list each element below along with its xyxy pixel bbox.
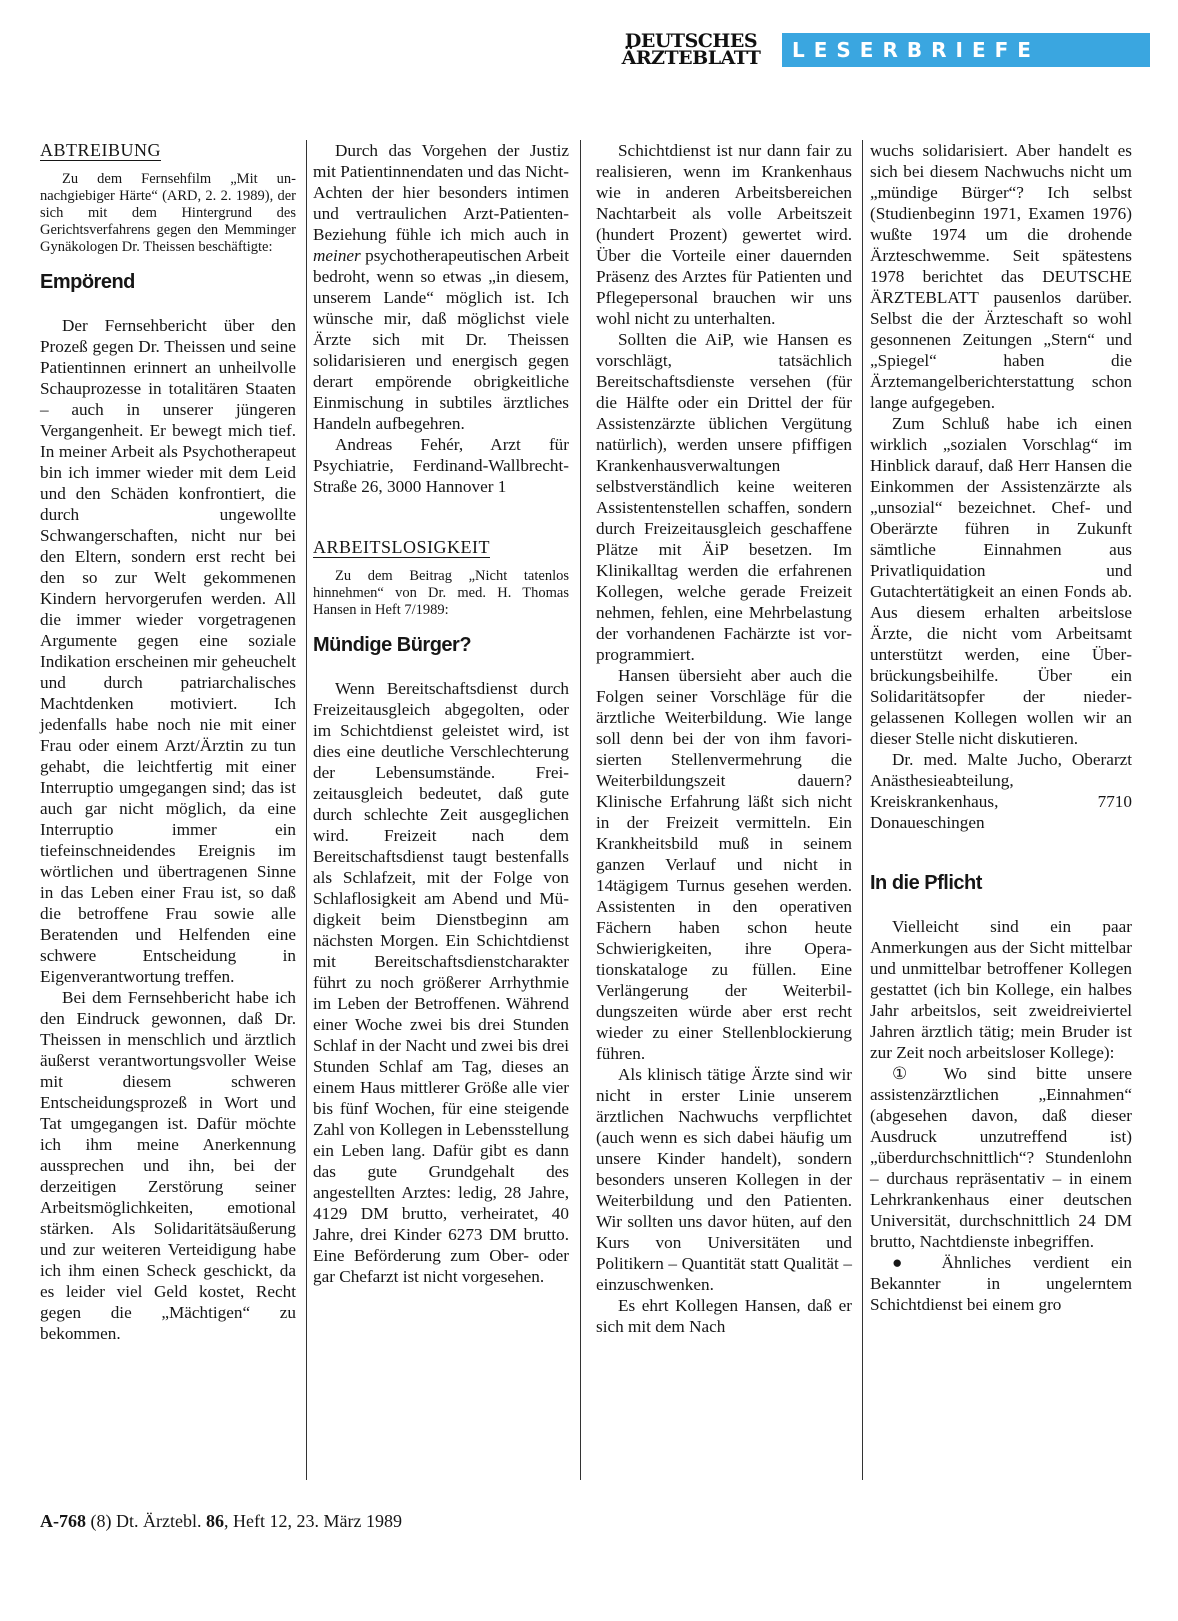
letter-headline: Mündige Bürger?: [313, 634, 472, 656]
letter-paragraph: ● Ähnliches verdient ein Bekannter in ungelerntem Schichtdienst bei einem gro: [870, 1253, 1132, 1314]
article-intro: Zu dem Fernsehfilm „Mit unnachgiebiger Härte“ (ARD, 2. 2. 1989), der sich mit dem Hintergrund des Gerichtsverfahrens gegen den Memminger Gynäkologen Dr. Theissen beschäftigte:: [40, 171, 296, 255]
page-number-paren: (8): [90, 1511, 112, 1531]
text-run: Durch das Vorgehen der Justiz mit Patientinnendaten und das Nicht-Achten der hier besonders intimen und vertraulichen Arzt-Patienten-Beziehung fühle ich mich auch in: [313, 141, 569, 244]
letter-headline: Empörend: [40, 271, 135, 293]
page-footer: [40, 1511, 402, 1532]
letter-paragraph: Sollten die AiP, wie Hansen es vorschlägt, tatsächlich Bereitschaftsdienste versehen (für die Hälfte oder ein Drittel der für Assistenzärzte üblichen Vergütung natürlich), werden unsere pfiffigen Krankenhausverwaltungen selbstverständlich keine weiteren Assistentenstellen schaffen, sondern durch Freizeitausgleich geschaffene Plätze mit ÄiP besetzen. Im Klinikalltag werden die erfahrenen Kollegen, welche gerade Freizeit nehmen, fehlen, eine Mehrbelastung der vorhandenen Fachärzte ist vorprogrammiert.: [596, 330, 852, 664]
letter-paragraph: Wenn Bereitschaftsdienst durch Freizeitausgleich abgegolten, oder im Schichtdienst geleistet wird, ist dies eine deutliche Verschlechterung der Lebensumstände. Freizeitausgleich bedeutet, daß gute durch schlechte Zeit ausgeglichen wird. Freizeit nach dem Bereitschaftsdienst taugt bestenfalls als Schlafzeit, mit der Folge von Schlaflosigkeit am Abend und Müdigkeit beim Dienstbeginn am nächsten Morgen. Ein Schichtdienst mit Bereitschaftsdienstcharakter führt zu noch größerer Arrhythmie im Leben der Betroffenen. Während einer Woche zwei bis drei Stunden Schlaf in der Nacht und zwei bis drei Stunden Schlaf am Tag, dieses an einem Haus mittlerer Größe alle vier bis fünf Wochen, für eine steigende Zahl von Kollegen in Lebensstellung ein Leben lang. Dafür gibt es dann das gute Grundgehalt des angestellten Arztes: ledig, 28 Jahre, 4129 DM brutto, verheiratet, 40 Jahre, drei Kinder 6273 DM brutto. Eine Beförderung zum Ober- oder gar Chefarzt ist nicht vorgesehen.: [313, 679, 569, 1286]
letter-paragraph: Als klinisch tätige Ärzte sind wir nicht in erster Linie unserem ärztlichen Nachwuchs verpflichtet (auch wenn es sich dabei häufig um unsere Kinder handelt), sondern besonders unseren Kollegen in der Weiterbildung und den Patienten. Wir sollten uns davor hüten, auf den Kurs von Universitäten und Politikern – Quantität statt Qualität – einzuschwenken.: [596, 1065, 852, 1294]
journal-logo: [606, 30, 776, 69]
issue-info: , Heft 12, 23. März 1989: [223, 1511, 402, 1531]
column-divider: [580, 140, 581, 1480]
section-banner: LESERBRIEFE: [782, 33, 1150, 67]
logo-line-1: DEUTSCHES: [624, 30, 758, 52]
journal-abbrev: Dt. Ärztebl.: [116, 1511, 202, 1531]
letter-paragraph: ① Wo sind bitte unsere assistenzärztlichen „Einnahmen“ (abgesehen davon, daß dieser Ausdruck unzutreffend ist) „überdurchschnittlich“? Stundenlohn – durchaus repräsentativ – in einem Lehrkrankenhaus einer deutschen Universität, durchschnittlich 24 DM brutto, Nachtdienste inbegriffen.: [870, 1064, 1132, 1251]
letter-paragraph: [313, 140, 569, 434]
text-run-italic: meiner: [313, 246, 361, 265]
letter-signature: Andreas Fehér, Arzt für Psychiatrie, Ferdinand-Wallbrecht-Straße 26, 3000 Hannover 1: [313, 435, 569, 496]
column-divider: [862, 140, 863, 1480]
column-divider: [306, 140, 307, 1480]
column-3: [596, 140, 852, 1337]
column-2: [313, 140, 569, 1287]
letter-paragraph: Zum Schluß habe ich einen wirklich „sozialen Vorschlag“ im Hinblick darauf, daß Herr Hansen die Einkommen der Assistenzärzte als „unsozial“ bezeichnet. Chef- und Oberärzte führen in Zukunft sämtliche Einnahmen aus Privatliquidation und Gutachtertätigkeit an einen Fonds ab. Aus diesem erhalten arbeitslose Ärzte, die nicht vom Arbeitsamt unterstützt werden, eine Überbrückungsbeihilfe. Über ein Solidaritätsopfer der niedergelassenen Kollegen wollen wir an dieser Stelle nicht diskutieren.: [870, 414, 1132, 748]
article-intro: Zu dem Beitrag „Nicht tatenlos hinnehmen“ von Dr. med. H. Thomas Hansen in Heft 7/1989:: [313, 568, 569, 618]
column-1: [40, 140, 296, 1344]
letter-paragraph: Vielleicht sind ein paar Anmerkungen aus der Sicht mittelbar und unmittelbar betroffener Kollegen gestattet (ich bin Kollege, ein halbes Jahr arbeitslos, seit zweidreiviertel Jahren ärztlich tätig; mein Bruder ist zur Zeit noch arbeitsloser Kollege):: [870, 917, 1132, 1062]
letter-paragraph: Bei dem Fernsehbericht habe ich den Eindruck gewonnen, daß Dr. Theissen in menschlich und ärztlich äußerst verantwortungsvoller Weise mit diesem schweren Entscheidungsprozeß in Wort und Tat umgegangen ist. Dafür möchte ich ihm meine Anerkennung aussprechen und ihn, bei der derzeitigen Zerstörung seiner Arbeitsmöglichkeiten, emotional stärken. Als Solidaritätsäußerung und zur weiteren Verteidigung habe ich ihm einen Scheck geschickt, da es leider viel Geld kostet, Recht gegen die „Mächtigen“ zu bekommen.: [40, 988, 296, 1343]
logo-line-2: ÄRZTEBLATT: [621, 47, 761, 69]
page-number: A-768: [40, 1511, 86, 1531]
text-run: psychotherapeutischen Arbeit bedroht, wenn so etwas „in diesem, unserem Lande“ möglich ist. Ich wünsche mir, daß möglichst viele Ärzte sich mit Dr. Theissen solidarisieren und energisch gegen derart empörende obrigkeitliche Einmischung in subtiles ärztliches Handeln aufbegehren.: [313, 246, 569, 433]
letter-paragraph: Der Fernsehbericht über den Prozeß gegen Dr. Theissen und seine Patientinnen erinnert an unheilvolle Schauprozesse in totalitären Staaten – auch in unserer jüngeren Vergangenheit. Er bewegt mich tief. In meiner Arbeit als Psychotherapeut bin ich immer wieder mit dem Leid und den Schäden konfrontiert, die durch ungewollte Schwangerschaften, nicht nur bei den Eltern, sondern erst recht bei den so zur Welt gekommenen Kindern hervorgerufen werden. All die immer wieder vorgetragenen Argumente gegen eine soziale Indikation erscheinen mir geheuchelt und durch patriarchalisches Machtdenken motiviert. Ich jedenfalls habe noch nie mit einer Frau oder einem Arzt/Ärztin zu tun gehabt, die leichtfertig mit einer Interruptio umgegangen sind; das ist auch gar nicht möglich, da eine Interruptio immer ein tiefeinschneidendes Ereignis im wörtlichen und übertragenen Sinne in das Leben einer Frau ist, so daß die betroffene Frau sowie alle Beratenden und Helfenden eine schwere Entscheidung in Eigenverantwortung treffen.: [40, 316, 296, 986]
column-4: [870, 140, 1132, 1315]
letter-paragraph: Hansen übersieht aber auch die Folgen seiner Vorschläge für die ärztliche Weiterbildung. Wie lange soll denn bei der von ihm favorisierten Stellenvermehrung die Weiterbildungszeit dauern? Klinische Erfahrung läßt sich nicht in der Freizeit vermitteln. Ein Krankheitsbild muß in seinem ganzen Verlauf und nicht in 14tägigem Turnus gesehen werden. Assistenten in den operativen Fächern haben schon heute Schwierigkeiten, ihre Operationskataloge zu füllen. Eine Verlängerung der Weiterbildungszeiten würde aber erst recht wieder zu einer Stellenblockierung führen.: [596, 666, 852, 1063]
letter-paragraph: wuchs solidarisiert. Aber handelt es sich bei diesem Nachwuchs nicht um „mündige Bürger“? Ich selbst (Studienbeginn 1971, Examen 1976) wußte 1974 um die drohende Ärzteschwemme. Seit spätestens 1978 berichtet das DEUTSCHE ÄRZTEBLATT pausenlos darüber. Selbst die der Ärzteschaft so wohl gesonnenen Zeitungen „Stern“ und „Spiegel“ haben die Ärztemangelberichterstattung schon lange aufgegeben.: [870, 141, 1132, 412]
letter-signature: Dr. med. Malte Jucho, Oberarzt Anästhesieabteilung, Kreiskrankenhaus, 7710 Donaueschingen: [870, 750, 1132, 832]
section-label-abtreibung: ABTREIBUNG: [40, 140, 161, 160]
section-label-arbeitslosigkeit: ARBEITSLOSIGKEIT: [313, 537, 490, 557]
letter-paragraph: Es ehrt Kollegen Hansen, daß er sich mit dem Nach: [596, 1296, 852, 1336]
letter-paragraph: Schichtdienst ist nur dann fair zu realisieren, wenn im Krankenhaus wie in anderen Arbeitsbereichen Nachtarbeit als volle Arbeitszeit (hundert Prozent) gewertet wird. Über die Vorteile einer dauernden Präsenz des Arztes für Patienten und Pflegepersonal brauchen wir uns wohl nicht zu unterhalten.: [596, 141, 852, 328]
volume-number: 86: [205, 1511, 224, 1531]
letter-headline: In die Pflicht: [870, 872, 982, 894]
